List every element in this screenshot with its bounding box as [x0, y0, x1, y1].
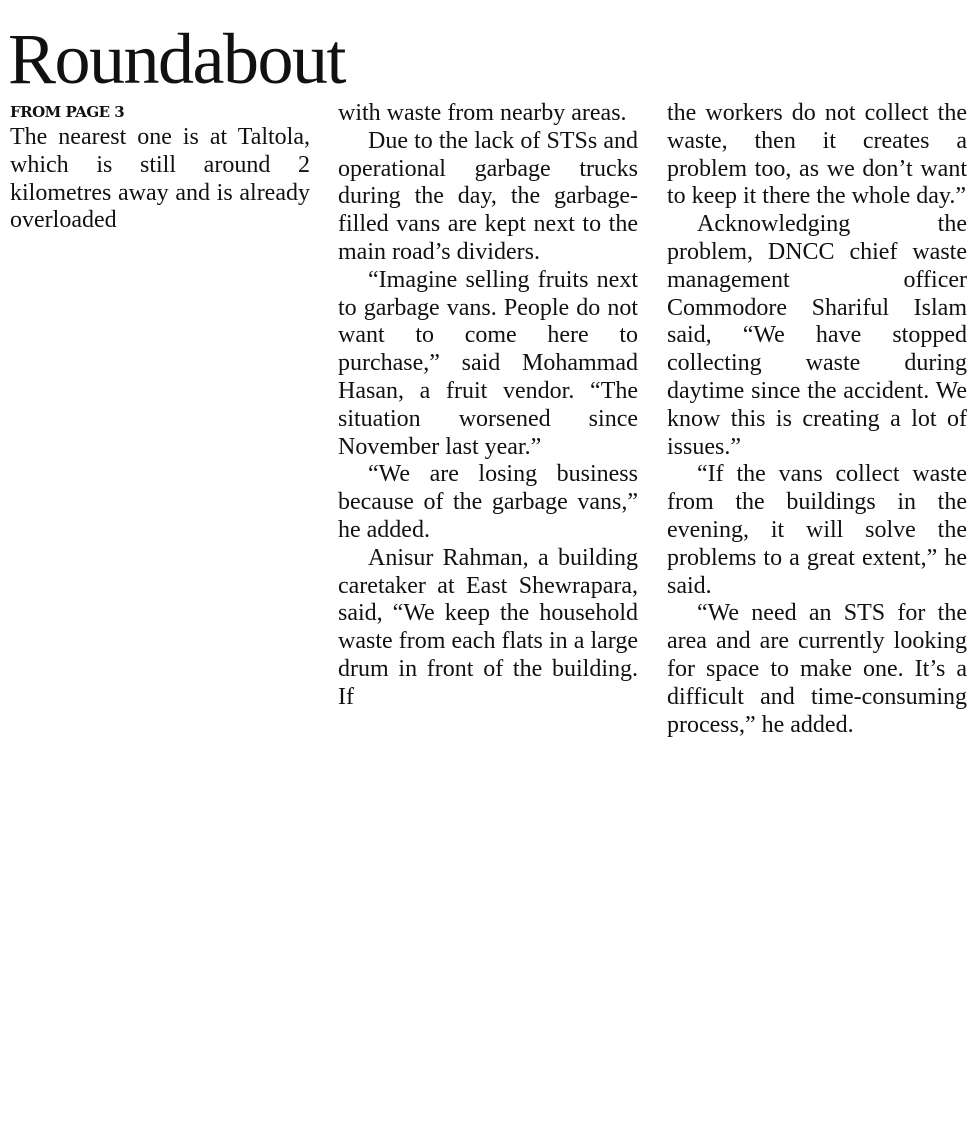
article-paragraph-continued: the workers do not collect the waste, then it creates a problem too, as we don’t want to keep it there the whole day.”: [667, 100, 967, 210]
article-paragraph-quote: “If the vans collect waste from the buildings in the evening, it will solve the problems to a great extent,” he said.: [667, 461, 967, 599]
article-paragraph: Due to the lack of STSs and operational garbage trucks during the day, the garbage-filled vans are kept next to the main road’s dividers.: [338, 127, 638, 265]
article-paragraph-quote: “Imagine selling fruits next to garbage vans. People do not want to come here to purchase,” said Mohammad Hasan, a fruit vendor. “The situation worsened since November last year.”: [338, 266, 638, 460]
article-paragraph-quote: “We need an STS for the area and are currently looking for space to make one. It’s a difficult and time-consuming process,” he added.: [667, 600, 967, 738]
article-paragraph-quote: “We are losing business because of the garbage vans,” he added.: [338, 461, 638, 543]
article-column-1: [10, 100, 310, 235]
article-paragraph: The nearest one is at Taltola, which is still around 2 kilometres away and is already overloaded: [10, 124, 310, 234]
continued-from-label: FROM PAGE 3: [10, 103, 125, 121]
headline: Roundabout: [8, 19, 345, 99]
article-column-2: [338, 100, 638, 712]
article-column-3: [667, 100, 967, 739]
article-paragraph-continued: with waste from nearby areas.: [338, 100, 627, 126]
article-paragraph: Anisur Rahman, a building caretaker at East Shewrapara, said, “We keep the household waste from each flats in a large drum in front of the building. If: [338, 544, 638, 710]
article-paragraph: Acknowledging the problem, DNCC chief waste management officer Commodore Shariful Islam said, “We have stopped collecting waste during daytime since the accident. We know this is creating a lot of issues.”: [667, 211, 967, 460]
